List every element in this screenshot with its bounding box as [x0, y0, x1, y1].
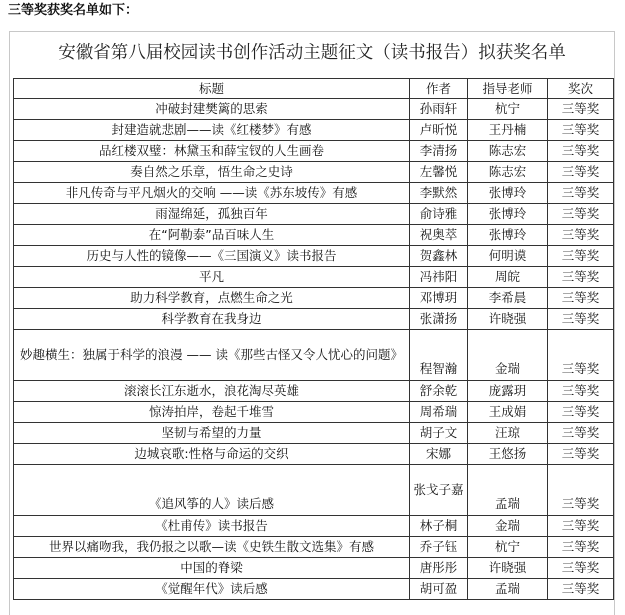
cell-teacher: 王悠扬 — [468, 444, 548, 465]
cell-teacher: 金瑞 — [468, 330, 548, 381]
table-row — [14, 288, 614, 309]
table-row — [14, 558, 614, 579]
document-title: 安徽省第八届校园读书创作活动主题征文（读书报告）拟获奖名单 — [58, 43, 566, 63]
cell-award: 三等奖 — [548, 330, 614, 381]
cell-award: 三等奖 — [548, 267, 614, 288]
cell-award: 三等奖 — [548, 162, 614, 183]
cell-teacher: 李希晨 — [468, 288, 548, 309]
cell-author: 张潇扬 — [410, 309, 468, 330]
cell-title: 奏自然之乐章，悟生命之史诗 — [14, 162, 410, 183]
table-row — [14, 204, 614, 225]
cell-teacher: 孟瑞 — [468, 465, 548, 516]
cell-award: 三等奖 — [548, 141, 614, 162]
table-row — [14, 183, 614, 204]
table-row — [14, 120, 614, 141]
cell-teacher: 王丹楠 — [468, 120, 548, 141]
table-row — [14, 99, 614, 120]
cell-award: 三等奖 — [548, 381, 614, 402]
cell-author: 唐彤彤 — [410, 558, 468, 579]
awards-table — [13, 78, 614, 600]
cell-author: 宋娜 — [410, 444, 468, 465]
cell-author: 乔子钰 — [410, 537, 468, 558]
table-row — [14, 579, 614, 600]
column-header-teacher: 指导老师 — [468, 79, 548, 99]
cell-teacher: 周皖 — [468, 267, 548, 288]
table-row — [14, 444, 614, 465]
cell-author: 祝奥萃 — [410, 225, 468, 246]
cell-author: 冯祎阳 — [410, 267, 468, 288]
table-body — [14, 99, 614, 600]
table-row — [14, 162, 614, 183]
table-row — [14, 267, 614, 288]
cell-author: 贺鑫林 — [410, 246, 468, 267]
cell-award: 三等奖 — [548, 225, 614, 246]
cell-title: 在“阿勒泰”品百味人生 — [14, 225, 410, 246]
cell-title: 坚韧与希望的力量 — [14, 423, 410, 444]
cell-teacher: 张博玲 — [468, 204, 548, 225]
table-row — [14, 309, 614, 330]
cell-author: 俞诗雅 — [410, 204, 468, 225]
cell-author: 卢昕悦 — [410, 120, 468, 141]
cell-award: 三等奖 — [548, 246, 614, 267]
cell-award: 三等奖 — [548, 444, 614, 465]
table-row — [14, 246, 614, 267]
table-row — [14, 381, 614, 402]
cell-title: 助力科学教育，点燃生命之光 — [14, 288, 410, 309]
cell-teacher: 王成娟 — [468, 402, 548, 423]
cell-teacher: 汪琼 — [468, 423, 548, 444]
cell-title: 历史与人性的镜像——《三国演义》读书报告 — [14, 246, 410, 267]
cell-teacher: 金瑞 — [468, 516, 548, 537]
cell-title: 滚滚长江东逝水，浪花淘尽英雄 — [14, 381, 410, 402]
cell-author: 胡可盈 — [410, 579, 468, 600]
table-row — [14, 225, 614, 246]
cell-award: 三等奖 — [548, 423, 614, 444]
cell-title: 《杜甫传》读书报告 — [14, 516, 410, 537]
cell-award: 三等奖 — [548, 309, 614, 330]
cell-title: 科学教育在我身边 — [14, 309, 410, 330]
cell-teacher: 何明谟 — [468, 246, 548, 267]
cell-title: 雨湿绵延，孤独百年 — [14, 204, 410, 225]
table-row — [14, 537, 614, 558]
cell-author: 李默然 — [410, 183, 468, 204]
cell-award: 三等奖 — [548, 288, 614, 309]
cell-author: 舒余乾 — [410, 381, 468, 402]
cell-award: 三等奖 — [548, 183, 614, 204]
column-header-author: 作者 — [410, 79, 468, 99]
cell-title: 中国的脊梁 — [14, 558, 410, 579]
cell-author: 周希瑞 — [410, 402, 468, 423]
cell-teacher: 孟瑞 — [468, 579, 548, 600]
cell-teacher: 许晓强 — [468, 309, 548, 330]
cell-author: 李清扬 — [410, 141, 468, 162]
table-row — [14, 465, 614, 516]
cell-title: 世界以痛吻我，我仍报之以歌—读《史铁生散文选集》有感 — [14, 537, 410, 558]
cell-title: 封建造就悲剧——读《红楼梦》有感 — [14, 120, 410, 141]
cell-teacher: 陈志宏 — [468, 162, 548, 183]
cell-teacher: 杭宁 — [468, 537, 548, 558]
table-row — [14, 516, 614, 537]
cell-teacher: 张博玲 — [468, 225, 548, 246]
cell-award: 三等奖 — [548, 120, 614, 141]
cell-author: 胡子文 — [410, 423, 468, 444]
cell-award: 三等奖 — [548, 402, 614, 423]
cell-teacher: 陈志宏 — [468, 141, 548, 162]
cell-title: 边城哀歌:性格与命运的交织 — [14, 444, 410, 465]
cell-title: 冲破封建樊篱的思索 — [14, 99, 410, 120]
cell-award: 三等奖 — [548, 516, 614, 537]
cell-award: 三等奖 — [548, 204, 614, 225]
cell-teacher: 许晓强 — [468, 558, 548, 579]
cell-author: 邓博玥 — [410, 288, 468, 309]
table-row — [14, 423, 614, 444]
cell-author: 左馨悦 — [410, 162, 468, 183]
column-header-award: 奖次 — [548, 79, 614, 99]
cell-award: 三等奖 — [548, 465, 614, 516]
cell-award: 三等奖 — [548, 537, 614, 558]
cell-title: 《觉醒年代》读后感 — [14, 579, 410, 600]
cell-teacher: 杭宁 — [468, 99, 548, 120]
cell-title: 妙趣横生：独属于科学的浪漫 —— 读《那些古怪又令人忧心的问题》 — [14, 330, 410, 381]
cell-teacher: 张博玲 — [468, 183, 548, 204]
cell-award: 三等奖 — [548, 558, 614, 579]
cell-title: 品红楼双璧：林黛玉和薛宝钗的人生画卷 — [14, 141, 410, 162]
cell-author: 程智瀚 — [410, 330, 468, 381]
cell-author: 孙雨轩 — [410, 99, 468, 120]
table-row — [14, 141, 614, 162]
cell-award: 三等奖 — [548, 99, 614, 120]
table-row — [14, 330, 614, 381]
table-row — [14, 402, 614, 423]
column-header-title: 标题 — [14, 79, 410, 99]
cell-title: 惊涛拍岸，卷起千堆雪 — [14, 402, 410, 423]
cell-title: 《追风筝的人》读后感 — [14, 465, 410, 516]
cell-title: 平凡 — [14, 267, 410, 288]
cell-award: 三等奖 — [548, 579, 614, 600]
cell-author: 张戈子嘉 — [410, 465, 468, 516]
table-header-row — [14, 79, 614, 99]
cell-teacher: 庞露玥 — [468, 381, 548, 402]
cell-title: 非凡传奇与平凡烟火的交响 ——读《苏东坡传》有感 — [14, 183, 410, 204]
section-heading: 三等奖获奖名单如下： — [8, 3, 139, 18]
cell-author: 林子桐 — [410, 516, 468, 537]
